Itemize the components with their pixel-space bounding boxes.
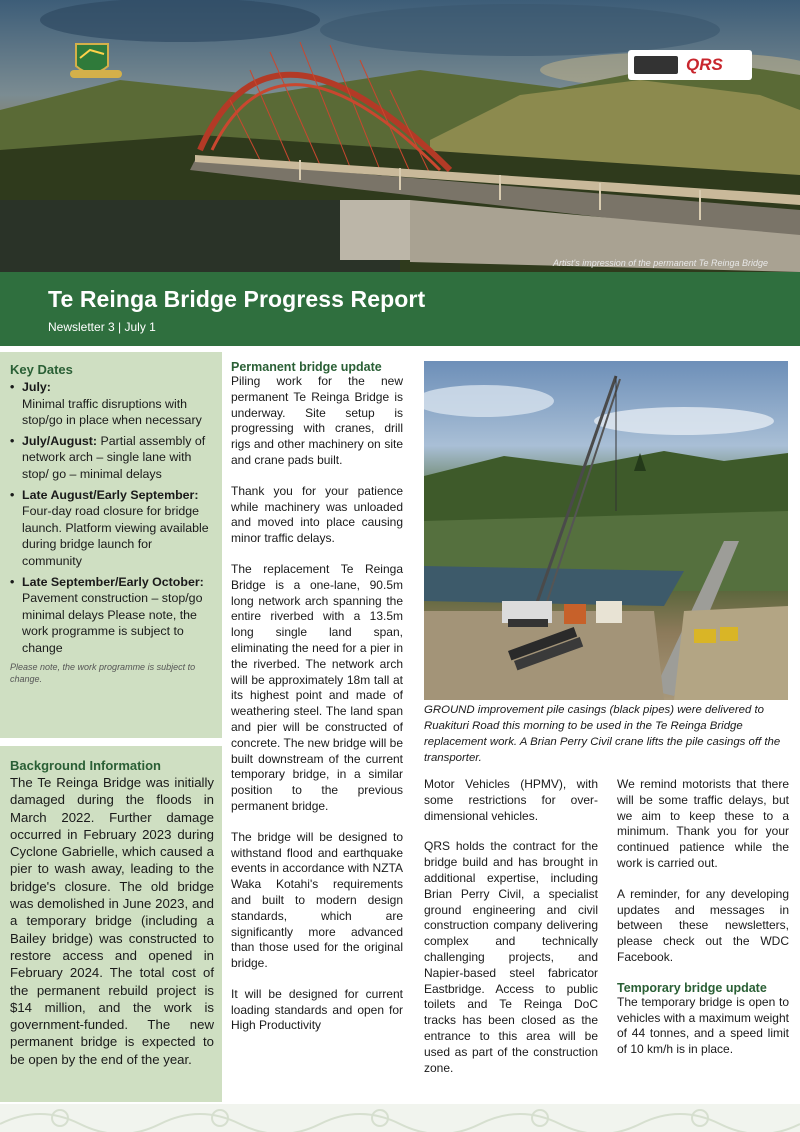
key-dates-heading: Key Dates: [10, 362, 73, 377]
hero-image: [0, 0, 800, 272]
paragraph: QRS holds the contract for the bridge build and has brought in additional expertise, including Brian Perry Civil, a specialist ground engineering and civil construction company delivering complex and technically challenging projects, and Napier-based steel fabricator Eastbridge. Access to public toilets and Te Reinga DoC tracks has been closed as the entrance to this area will be used as part of the construction zone.: [424, 839, 598, 1075]
footer-pattern: [0, 1104, 800, 1132]
koru-pattern: [0, 1104, 800, 1132]
key-dates-panel: [0, 352, 222, 738]
background-heading: Background Information: [10, 758, 161, 773]
key-dates-list: [10, 379, 214, 657]
key-date-item: [10, 379, 214, 429]
temporary-bridge-heading: Temporary bridge update: [617, 980, 767, 995]
key-date-label: July:: [22, 380, 51, 394]
machinery-icon: [634, 56, 678, 74]
paragraph: Motor Vehicles (HPMV), with some restrictions for over-dimensional vehicles.: [424, 777, 598, 823]
key-date-text: Partial assembly of network arch – single lane with stop/ go – minimal delays: [22, 433, 206, 481]
paragraph: A reminder, for any developing updates and messages in between these newsletters, please check out the WDC Facebook.: [617, 886, 789, 964]
construction-photo: [424, 361, 788, 700]
crane-site-illustration: [424, 361, 788, 700]
background-text: The Te Reinga Bridge was initially damaged during the floods in March 2022. Further damage occurred in February 2023 during Cyclone Gabrielle, which caused a pier to wash away, leading to the bridge's closure. The old bridge was demolished in June 2023, and a temporary bridge (including a Bailey bridge) was constructed to restore access and opened in February 2024. The total cost of the permanent rebuild project is $14 million, and the work is government-funded. The new permanent bridge is expected to be open by the end of the year.: [10, 775, 214, 1067]
page-title: Te Reinga Bridge Progress Report: [48, 286, 426, 312]
qrs-logo: [628, 50, 752, 80]
permanent-bridge-column: [231, 360, 403, 1049]
paragraph: The replacement Te Reinga Bridge is a one-lane, 90.5m long network arch spanning the entire riverbed with a 13.5m long single land span, eliminating the need for a pier in the riverbed. The network arch will be approximately 18m tall at its highest point and made of weathering steel. The land span and pier will be constructed of concrete. The new bridge will be built downstream of the current temporary bridge, in a similar position to the previous permanent bridge.: [231, 561, 403, 813]
paragraph: The bridge will be designed to withstand flood and earthquake events in accordance with NZTA Waka Kotahi's requirements and built to modern design standards, which are significantly more advanced than those used for the original bridge.: [231, 829, 403, 971]
paragraph: Thank you for your patience while machinery was unloaded and moved into place causing minor traffic delays.: [231, 483, 403, 546]
key-date-item: [10, 574, 214, 657]
reminder-column: [617, 777, 789, 1073]
programme-note: Please note, the work programme is subject to change.: [10, 661, 196, 684]
key-date-text: Minimal traffic disruptions with stop/go in place when necessary: [22, 396, 202, 428]
permanent-bridge-heading: Permanent bridge update: [231, 360, 382, 374]
key-date-label: Late August/Early September:: [22, 487, 199, 502]
background-panel: [0, 746, 222, 1102]
qrs-logo-text: QRS: [686, 55, 723, 74]
photo-caption: GROUND improvement pile casings (black pipes) were delivered to Ruakituri Road this morning to be used in the Te Reinga Bridge replacement work. A Brian Perry Civil crane lifts the pile casings off the transporter.: [424, 704, 781, 764]
paragraph: Piling work for the new permanent Te Reinga Bridge is underway. Site setup is progressing with cranes, drill rigs and other machinery on site and crane pads built.: [231, 374, 403, 467]
paragraph: We remind motorists that there will be some traffic delays, but we aim to keep these to a minimum. Thank you for your continued patience while the work is carried out.: [617, 777, 789, 870]
title-band: [0, 272, 800, 346]
paragraph: It will be designed for current loading standards and open for High Productivity: [231, 986, 403, 1033]
key-date-label: July/August:: [22, 433, 98, 448]
key-date-label: Late September/Early October:: [22, 574, 204, 589]
contract-column: [424, 777, 598, 1091]
key-date-item: [10, 487, 214, 570]
key-date-text: Pavement construction – stop/go minimal delays Please note, the work programme is subject to change: [22, 591, 203, 655]
key-date-item: [10, 433, 214, 483]
newsletter-issue: Newsletter 3 | July 1: [48, 320, 156, 334]
paragraph: The temporary bridge is open to vehicles with a maximum weight of 44 tonnes, and a speed limit of 10 km/h is in place.: [617, 994, 789, 1057]
key-date-text: Four-day road closure for bridge launch. Platform viewing available during bridge launch for community: [22, 504, 209, 568]
wdc-logo: [68, 40, 128, 90]
hero-caption: Artist's impression of the permanent Te Reinga Bridge: [553, 258, 768, 268]
